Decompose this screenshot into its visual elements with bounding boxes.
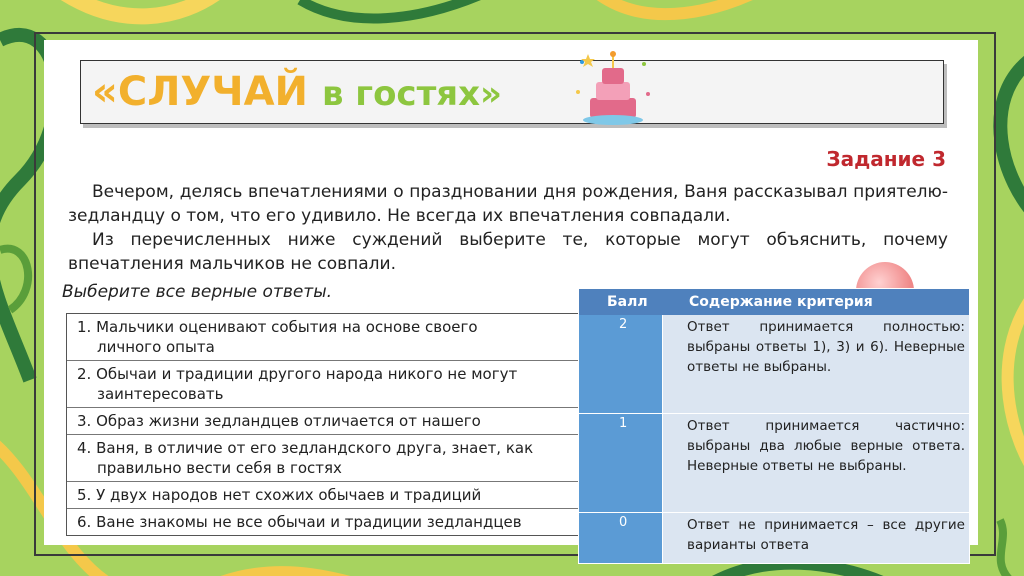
title-part2: в гостях» [321, 74, 503, 114]
criteria-score: 2 [579, 315, 663, 413]
instruction: Выберите все верные ответы. [62, 282, 333, 302]
option-text-cont: личного опыта [97, 338, 215, 356]
option-text: Ване знакомы не все обычаи и традиции зедландцев [96, 513, 522, 531]
title-part1: «СЛУЧАЙ [92, 69, 309, 115]
criteria-row [579, 315, 969, 413]
criteria-score: 1 [579, 414, 663, 512]
criteria-row [579, 512, 969, 563]
criteria-row [579, 413, 969, 512]
option-number: 2. [77, 365, 92, 383]
header-content: Содержание критерия [689, 294, 873, 310]
criteria-text: Ответ не принимается – все другие варианты ответа [663, 513, 969, 563]
criteria-text: Ответ принимается полностью: выбраны ответы 1), 3) и 6). Неверные ответы не выбраны. [663, 315, 969, 413]
option-number: 3. [77, 412, 92, 430]
criteria-text: Ответ принимается частично: выбраны два любые верные ответа. Неверные ответы не выбраны. [663, 414, 969, 512]
option-text: Обычаи и традиции другого народа никого не могут [96, 365, 518, 383]
task-label: Задание 3 [826, 147, 946, 171]
option-text-cont: заинтересовать [97, 385, 224, 403]
criteria-table [578, 288, 970, 564]
header-score: Балл [607, 294, 648, 310]
option-number: 4. [77, 439, 92, 457]
paragraph-2: Из перечисленных ниже суждений выберите те, которые могут объяснить, почему впечатления мальчиков не совпали. [68, 230, 948, 274]
option-text-cont: правильно вести себя в гостях [97, 459, 342, 477]
option-text: Ваня, в отличие от его зедландского друга, знает, как [96, 439, 534, 457]
birthday-cake-icon [568, 48, 658, 128]
paragraph-1: Вечером, делясь впечатлениями о праздновании дня рождения, Ваня рассказывал приятелю-зедландцу о том, что его удивило. Не всегда их впечатления совпадали. [68, 182, 948, 226]
task-description [68, 180, 948, 276]
option-text: У двух народов нет схожих обычаев и традиций [96, 486, 482, 504]
option-text: Образ жизни зедландцев отличается от нашего [96, 412, 481, 430]
option-number: 1. [77, 318, 92, 336]
page-title [92, 66, 502, 120]
criteria-header [579, 289, 969, 315]
option-text: Мальчики оценивают события на основе своего [96, 318, 478, 336]
option-number: 6. [77, 513, 92, 531]
criteria-score: 0 [579, 513, 663, 563]
option-number: 5. [77, 486, 92, 504]
